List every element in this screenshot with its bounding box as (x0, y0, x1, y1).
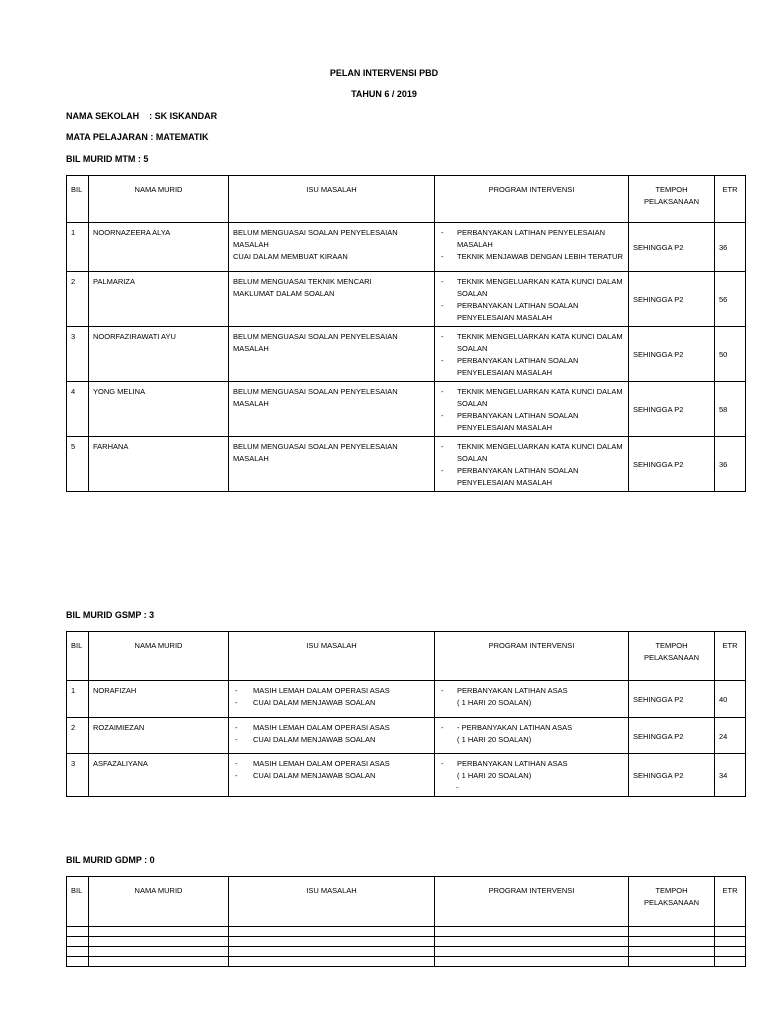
cell-bil (67, 947, 89, 957)
cell-nama (89, 937, 229, 947)
cell-program: - PERBANYAKAN LATIHAN PENYELESAIAN MASALAH - TEKNIK MENJAWAB DENGAN LEBIH TERATUR (435, 223, 629, 272)
document-title: PELAN INTERVENSI PBD (329, 68, 439, 78)
col-etr: ETR (715, 176, 746, 223)
cell-bil (67, 937, 89, 947)
table-row (67, 947, 746, 957)
cell-nama: PALMARIZA (89, 272, 229, 327)
table-row (67, 937, 746, 947)
gdmp-table (66, 876, 746, 967)
col-program: PROGRAM INTERVENSI (435, 877, 629, 927)
col-bil: BIL (67, 632, 89, 681)
table-row (67, 754, 746, 797)
cell-nama (89, 947, 229, 957)
table-row (67, 718, 746, 754)
cell-program (435, 927, 629, 937)
cell-tempoh (629, 937, 715, 947)
cell-isu: BELUM MENGUASAI SOALAN PENYELESAIAN MASALAH (229, 382, 435, 437)
cell-etr: 40 (715, 681, 746, 718)
cell-etr: 36 (715, 223, 746, 272)
cell-isu (229, 957, 435, 967)
col-etr: ETR (715, 877, 746, 927)
cell-isu: - MASIH LEMAH DALAM OPERASI ASAS - CUAI DALAM MENJAWAB SOALAN (229, 681, 435, 718)
cell-isu: BELUM MENGUASAI SOALAN PENYELESAIAN MASALAH (229, 327, 435, 382)
col-tempoh: TEMPOH PELAKSANAAN (629, 877, 715, 927)
cell-bil (67, 957, 89, 967)
cell-bil: 1 (67, 681, 89, 718)
cell-isu (229, 927, 435, 937)
cell-etr (715, 937, 746, 947)
gsmp-table (66, 631, 746, 797)
col-program: PROGRAM INTERVENSI (435, 176, 629, 223)
cell-tempoh (629, 957, 715, 967)
cell-isu: - MASIH LEMAH DALAM OPERASI ASAS - CUAI DALAM MENJAWAB SOALAN (229, 718, 435, 754)
cell-isu: - MASIH LEMAH DALAM OPERASI ASAS - CUAI DALAM MENJAWAB SOALAN (229, 754, 435, 797)
cell-etr (715, 947, 746, 957)
col-nama: NAMA MURID (89, 632, 229, 681)
cell-etr: 58 (715, 382, 746, 437)
cell-isu: BELUM MENGUASAI TEKNIK MENCARI MAKLUMAT DALAM SOALAN (229, 272, 435, 327)
table-row (67, 927, 746, 937)
cell-nama: YONG MELINA (89, 382, 229, 437)
cell-tempoh: SEHINGGA P2 (629, 718, 715, 754)
cell-isu: BELUM MENGUASAI SOALAN PENYELESAIAN MASALAH (229, 437, 435, 492)
mtm-heading: BIL MURID MTM : 5 (66, 154, 149, 164)
document-year: TAHUN 6 / 2019 (351, 89, 417, 99)
cell-etr: 34 (715, 754, 746, 797)
cell-program: - TEKNIK MENGELUARKAN KATA KUNCI DALAM SOALAN - PERBANYAKAN LATIHAN SOALAN PENYELESAIAN MASALAH (435, 437, 629, 492)
cell-program: - TEKNIK MENGELUARKAN KATA KUNCI DALAM SOALAN - PERBANYAKAN LATIHAN SOALAN PENYELESAIAN MASALAH (435, 382, 629, 437)
gsmp-heading: BIL MURID GSMP : 3 (66, 610, 155, 620)
cell-etr: 24 (715, 718, 746, 754)
table-row (67, 327, 746, 382)
cell-tempoh: SEHINGGA P2 (629, 382, 715, 437)
cell-tempoh: SEHINGGA P2 (629, 437, 715, 492)
mtm-table (66, 175, 746, 492)
cell-bil: 3 (67, 327, 89, 382)
cell-program: - - PERBANYAKAN LATIHAN ASAS ( 1 HARI 20 SOALAN) (435, 718, 629, 754)
cell-isu (229, 947, 435, 957)
cell-etr: 50 (715, 327, 746, 382)
col-tempoh: TEMPOH PELAKSANAAN (629, 632, 715, 681)
cell-tempoh: SEHINGGA P2 (629, 272, 715, 327)
cell-nama: ROZAIMIEZAN (89, 718, 229, 754)
cell-bil: 1 (67, 223, 89, 272)
gdmp-heading: BIL MURID GDMP : 0 (66, 855, 155, 865)
table-row (67, 272, 746, 327)
cell-program: - PERBANYAKAN LATIHAN ASAS ( 1 HARI 20 SOALAN) (435, 681, 629, 718)
cell-tempoh (629, 947, 715, 957)
cell-nama: NORAFIZAH (89, 681, 229, 718)
table-row (67, 681, 746, 718)
cell-nama (89, 927, 229, 937)
col-isu: ISU MASALAH (229, 176, 435, 223)
col-isu: ISU MASALAH (229, 632, 435, 681)
cell-program: - TEKNIK MENGELUARKAN KATA KUNCI DALAM SOALAN - PERBANYAKAN LATIHAN SOALAN PENYELESAIAN MASALAH (435, 327, 629, 382)
cell-bil: 2 (67, 718, 89, 754)
table-row (67, 382, 746, 437)
col-bil: BIL (67, 176, 89, 223)
table-row (67, 223, 746, 272)
cell-tempoh: SEHINGGA P2 (629, 754, 715, 797)
table-row (67, 437, 746, 492)
col-program: PROGRAM INTERVENSI (435, 632, 629, 681)
table-header-row (67, 877, 746, 927)
cell-program: - PERBANYAKAN LATIHAN ASAS ( 1 HARI 20 SOALAN) - (435, 754, 629, 797)
cell-program (435, 937, 629, 947)
cell-nama: NOORNAZEERA ALYA (89, 223, 229, 272)
cell-bil: 4 (67, 382, 89, 437)
table-header-row (67, 632, 746, 681)
cell-isu (229, 937, 435, 947)
cell-isu: BELUM MENGUASAI SOALAN PENYELESAIAN MASALAH CUAI DALAM MEMBUAT KIRAAN (229, 223, 435, 272)
cell-bil: 3 (67, 754, 89, 797)
table-header-row (67, 176, 746, 223)
col-nama: NAMA MURID (89, 176, 229, 223)
cell-tempoh: SEHINGGA P2 (629, 223, 715, 272)
cell-nama: NOORFAZIRAWATI AYU (89, 327, 229, 382)
cell-tempoh: SEHINGGA P2 (629, 681, 715, 718)
cell-program (435, 957, 629, 967)
col-nama: NAMA MURID (89, 877, 229, 927)
cell-bil: 2 (67, 272, 89, 327)
cell-etr (715, 957, 746, 967)
school-name: NAMA SEKOLAH : SK ISKANDAR (66, 111, 218, 121)
cell-nama: ASFAZALIYANA (89, 754, 229, 797)
cell-nama: FARHANA (89, 437, 229, 492)
cell-tempoh (629, 927, 715, 937)
cell-etr (715, 927, 746, 937)
col-isu: ISU MASALAH (229, 877, 435, 927)
cell-bil (67, 927, 89, 937)
table-row (67, 957, 746, 967)
col-tempoh: TEMPOH PELAKSANAAN (629, 176, 715, 223)
col-etr: ETR (715, 632, 746, 681)
cell-nama (89, 957, 229, 967)
subject-name: MATA PELAJARAN : MATEMATIK (66, 132, 209, 142)
cell-program: - TEKNIK MENGELUARKAN KATA KUNCI DALAM SOALAN - PERBANYAKAN LATIHAN SOALAN PENYELESAIAN MASALAH (435, 272, 629, 327)
cell-etr: 36 (715, 437, 746, 492)
cell-bil: 5 (67, 437, 89, 492)
col-bil: BIL (67, 877, 89, 927)
cell-etr: 56 (715, 272, 746, 327)
cell-program (435, 947, 629, 957)
cell-tempoh: SEHINGGA P2 (629, 327, 715, 382)
